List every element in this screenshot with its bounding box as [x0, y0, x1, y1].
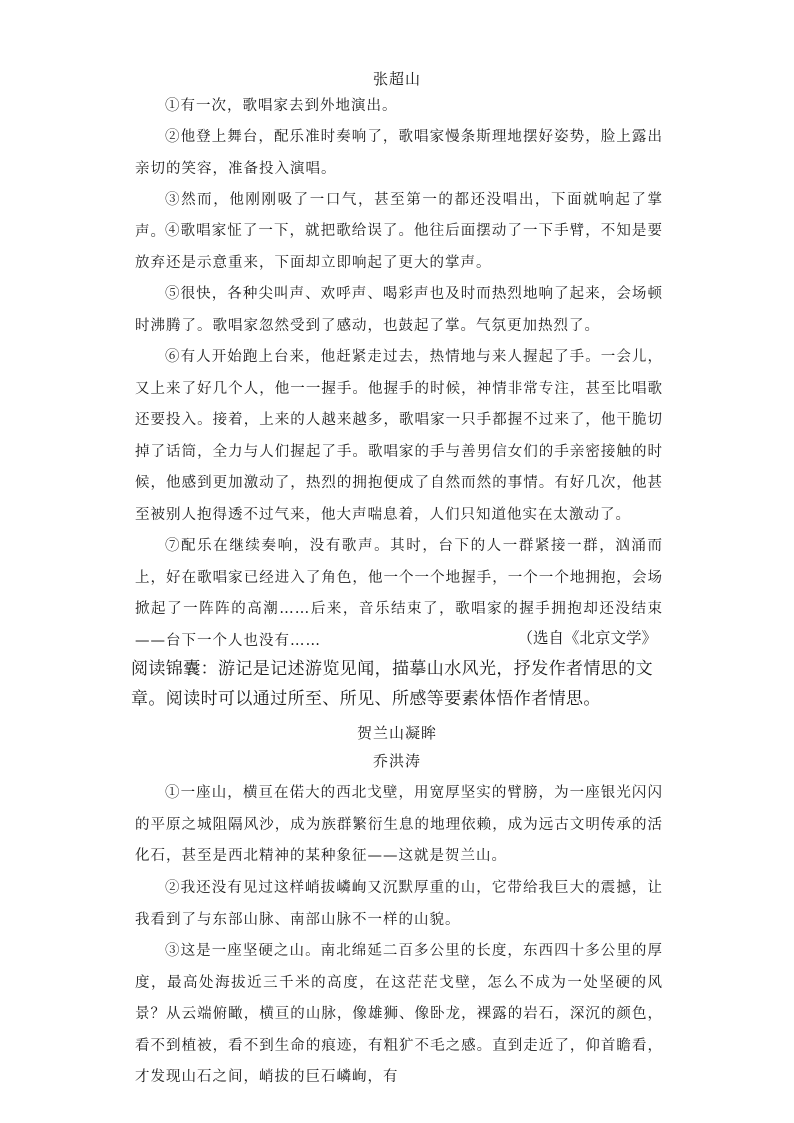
passage2-paragraph-3: ③这是一座坚硬之山。南北绵延二百多公里的长度，东西四十多公里的厚度，最高处海拔近三千米的高度，在这茫茫戈壁，怎么不成为一处坚硬的风景？从云端俯瞰，横亘的山脉，像雄狮、像卧龙，裸露的岩石，深沉的颜色，看不到植被，看不到生命的痕迹，有粗犷不毛之感。直到走近了，仰首瞻看，才发现山石之间，峭拔的巨石嶙峋，有: [135, 943, 663, 1085]
passage1-source: （选自《北京文学》: [517, 629, 657, 647]
passage2-author: 乔洪涛: [372, 752, 421, 770]
passage1-paragraph-6: ⑥有人开始跑上台来，他赶紧走过去，热情地与来人握起了手。一会儿，又上来了好几个人，他一一握手。他握手的时候，神情非常专注，甚至比唱歌还要投入。接着，上来的人越来越多，歌唱家一只手都握不过来了，他干脆切掉了话筒，全力与人们握起了手。歌唱家的手与善男信女们的手亲密接触的时候，他感到更加激动了，热烈的拥抱便成了自然而然的事情。有好几次，他甚至被别人抱得透不过气来，他大声喘息着，人们只知道他实在太激动了。: [135, 349, 663, 523]
passage1-paragraph-1: ①有一次，歌唱家去到外地演出。: [165, 98, 398, 114]
reading-tip: 阅读锦囊：游记是记述游览见闻，描摹山水风光，抒发作者情思的文章。阅读时可以通过所至、所见、所感等要素体悟作者情思。: [131, 659, 653, 709]
passage2-paragraph-1: ①一座山，横亘在偌大的西北戈壁，用宽厚坚实的臂膀，为一座银光闪闪的平原之城阻隔风沙，成为族群繁衍生息的地理依赖，成为远古文明传承的活化石，甚至是西北精神的某种象征——这就是贺兰山。: [135, 785, 663, 864]
passage1-author: 张超山: [372, 70, 421, 88]
passage2-title: 贺兰山凝眸: [356, 724, 437, 742]
passage1-paragraph-2: ②他登上舞台，配乐准时奏响了，歌唱家慢条斯理地摆好姿势，脸上露出亲切的笑容，准备投入演唱。: [135, 129, 663, 177]
passage1-paragraph-7: ⑦配乐在继续奏响，没有歌声。其时，台下的人一群紧接一群，汹涌而上，好在歌唱家已经进入了角色，他一个一个地握手，一个一个地拥抱，会场掀起了一阵阵的高潮……后来，音乐结束了，歌唱家的握手拥抱却还没结束——台下一个人也没有……: [135, 538, 663, 649]
passage1-paragraph-3: ③然而，他刚刚吸了一口气，甚至第一的都还没唱出，下面就响起了掌声。: [135, 192, 663, 240]
passage1-paragraph-4: ④歌唱家怔了一下，就把歌给误了。他往后面摆动了一下手臂，不知是要放弃还是示意重来，下面却立即响起了更大的掌声。: [135, 223, 663, 271]
passage2-paragraph-2: ②我还没有见过这样峭拔嶙峋又沉默厚重的山，它带给我巨大的震撼，让我看到了与东部山脉、南部山脉不一样的山貌。: [135, 880, 663, 928]
passage1-paragraph-5: ⑤很快，各种尖叫声、欢呼声、喝彩声也及时而热烈地响了起来，会场顿时沸腾了。歌唱家忽然受到了感动，也鼓起了掌。气氛更加热烈了。: [135, 286, 663, 334]
